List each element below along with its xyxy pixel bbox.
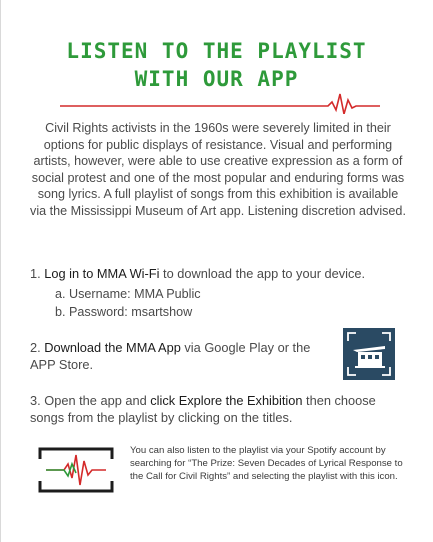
step-2: [30, 340, 320, 373]
step-1: [30, 266, 410, 283]
heartbeat-line-icon: [60, 92, 380, 114]
heartbeat-frame-icon: [38, 447, 114, 493]
step-3-text: then choose songs from the playlist by clicking on the titles.: [30, 393, 376, 425]
step-3-highlight[interactable]: click Explore the Exhibition: [150, 393, 303, 408]
spotify-note: You can also listen to the playlist via your Spotify account by searching for “The Prize: Seven Decades of Lyrical Response to the Call for Civil Rights” and selecting the playlist with this icon.: [130, 445, 403, 483]
step-2-number: 2.: [30, 340, 41, 355]
step-1-highlight[interactable]: Log in to MMA Wi-Fi: [44, 266, 160, 281]
mma-app-icon[interactable]: [343, 328, 395, 380]
intro-paragraph: Civil Rights activists in the 1960s were severely limited in their options for public displays of resistance. Visual and performing artists, however, were able to use creative expression as a form of social protest and one of the most popular and enduring forms was song lyrics. A full playlist of songs from this exhibition is available via the Mississippi Museum of Art app. Listening discretion advised.: [30, 121, 406, 218]
password-line: b. Password: msartshow: [55, 305, 193, 319]
step-1-number: 1.: [30, 266, 41, 281]
title-line-2: WITH OUR APP: [134, 67, 299, 91]
step-1-text: to download the app to your device.: [159, 266, 366, 281]
step-3-number: 3.: [30, 393, 41, 408]
username-line: a. Username: MMA Public: [55, 287, 201, 301]
step-3: [30, 393, 405, 426]
title-line-1: LISTEN TO THE PLAYLIST: [66, 39, 367, 63]
step-3-lead: Open the app and: [44, 393, 151, 408]
step-2-highlight[interactable]: Download the MMA App: [44, 340, 181, 355]
step-2-text: via Google Play or the APP Store.: [30, 340, 311, 372]
